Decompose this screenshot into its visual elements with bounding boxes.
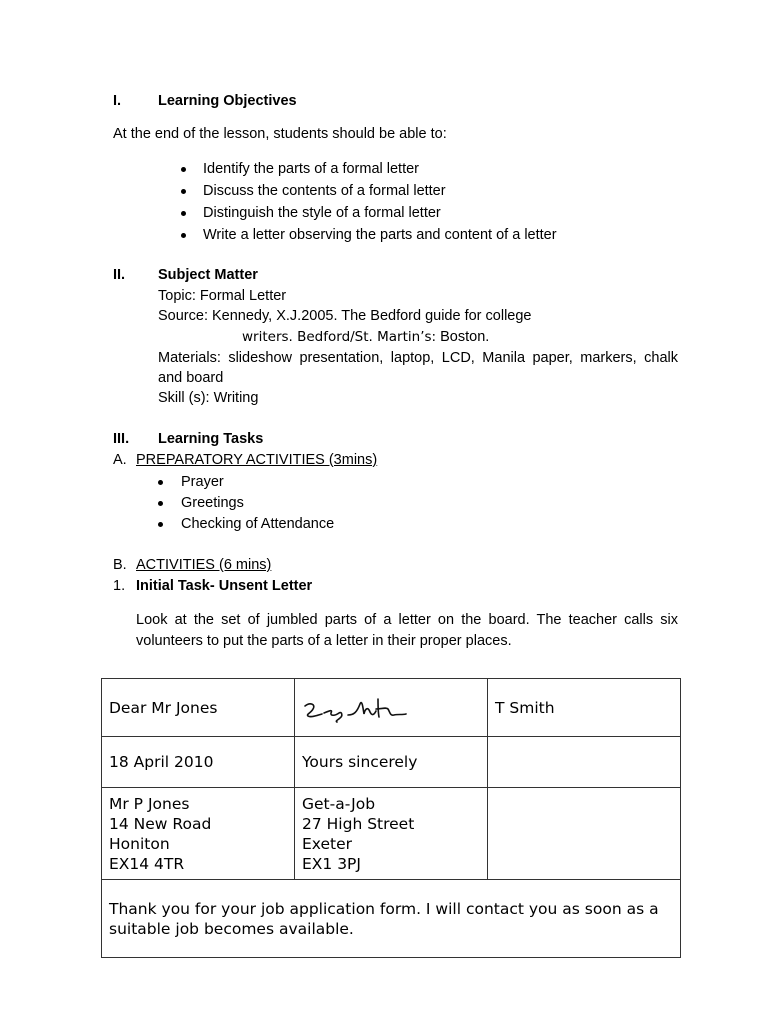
table-row (102, 880, 681, 958)
section-2-heading: Subject Matter (158, 267, 258, 283)
bullet-icon (158, 522, 163, 527)
objectives-intro: At the end of the lesson, students should be able to: (113, 126, 447, 142)
letter-body-cell (102, 880, 681, 958)
task-1-title: Initial Task- Unsent Letter (136, 578, 313, 594)
task-1-number: 1. (113, 578, 126, 594)
address-line: EX1 3PJ (302, 854, 361, 873)
task-1-paragraph-continued: volunteers to put the parts of a letter in their proper places. (136, 633, 512, 649)
bullet-icon (158, 501, 163, 506)
bullet-icon (181, 189, 186, 194)
table-row (102, 788, 681, 880)
part-a-title: PREPARATORY ACTIVITIES (3mins) (136, 452, 378, 468)
bullet-icon (181, 167, 186, 172)
objective-item: Write a letter observing the parts and content of a letter (203, 227, 557, 243)
section-3-heading: Learning Tasks (158, 431, 264, 447)
skill-line: Skill (s): Writing (158, 390, 259, 406)
salutation-cell: Dear Mr Jones (102, 679, 295, 737)
closing-cell: Yours sincerely (295, 737, 488, 788)
task-1-paragraph: Look at the set of jumbled parts of a letter on the board. The teacher calls six (136, 612, 678, 628)
bullet-icon (181, 211, 186, 216)
address-line: EX14 4TR (109, 854, 185, 873)
part-b-letter: B. (113, 557, 127, 573)
date-cell: 18 April 2010 (102, 737, 295, 788)
address-line: Honiton (109, 834, 170, 853)
topic-line: Topic: Formal Letter (158, 288, 287, 304)
section-1-heading: Learning Objectives (158, 93, 297, 109)
materials-line-continued: and board (158, 370, 224, 386)
source-line: Source: Kennedy, X.J.2005. The Bedford guide for college (158, 308, 532, 324)
empty-cell (488, 788, 681, 880)
objective-item: Discuss the contents of a formal letter (203, 183, 446, 199)
handwritten-signature (302, 694, 412, 724)
bullet-icon (158, 480, 163, 485)
address-line: 27 High Street (302, 814, 415, 833)
bullet-icon (181, 233, 186, 238)
preparatory-item: Prayer (181, 474, 224, 490)
jumbled-letter-table (101, 678, 681, 958)
address-line: Get-a-Job (302, 794, 376, 813)
section-1-numeral: I. (113, 93, 122, 109)
table-row (102, 679, 681, 737)
section-2-numeral: II. (113, 267, 126, 283)
preparatory-item: Greetings (181, 495, 244, 511)
signature-name-cell: T Smith (488, 679, 681, 737)
address-line: Mr P Jones (109, 794, 190, 813)
objective-item: Distinguish the style of a formal letter (203, 205, 441, 221)
preparatory-item: Checking of Attendance (181, 516, 335, 532)
section-3-numeral: III. (113, 431, 130, 447)
part-b-title: ACTIVITIES (6 mins) (136, 557, 272, 573)
part-a-letter: A. (113, 452, 127, 468)
materials-line: Materials: slideshow presentation, laptop, LCD, Manila paper, markers, chalk (158, 350, 678, 366)
table-row (102, 737, 681, 788)
address-line: 14 New Road (109, 814, 212, 833)
address-line: Exeter (302, 834, 353, 853)
sender-address-cell (295, 788, 488, 880)
source-line-continued (242, 327, 489, 348)
signature-cell (295, 679, 488, 737)
source-publisher: writers. Bedford/St. Martin’s: (242, 329, 437, 345)
objective-item: Identify the parts of a formal letter (203, 161, 419, 177)
source-city: Boston. (440, 329, 490, 345)
letter-body-line: suitable job becomes available. (109, 919, 354, 938)
letter-body-line: Thank you for your job application form. I will contact you as soon as a (109, 899, 659, 918)
empty-cell (488, 737, 681, 788)
recipient-address-cell (102, 788, 295, 880)
